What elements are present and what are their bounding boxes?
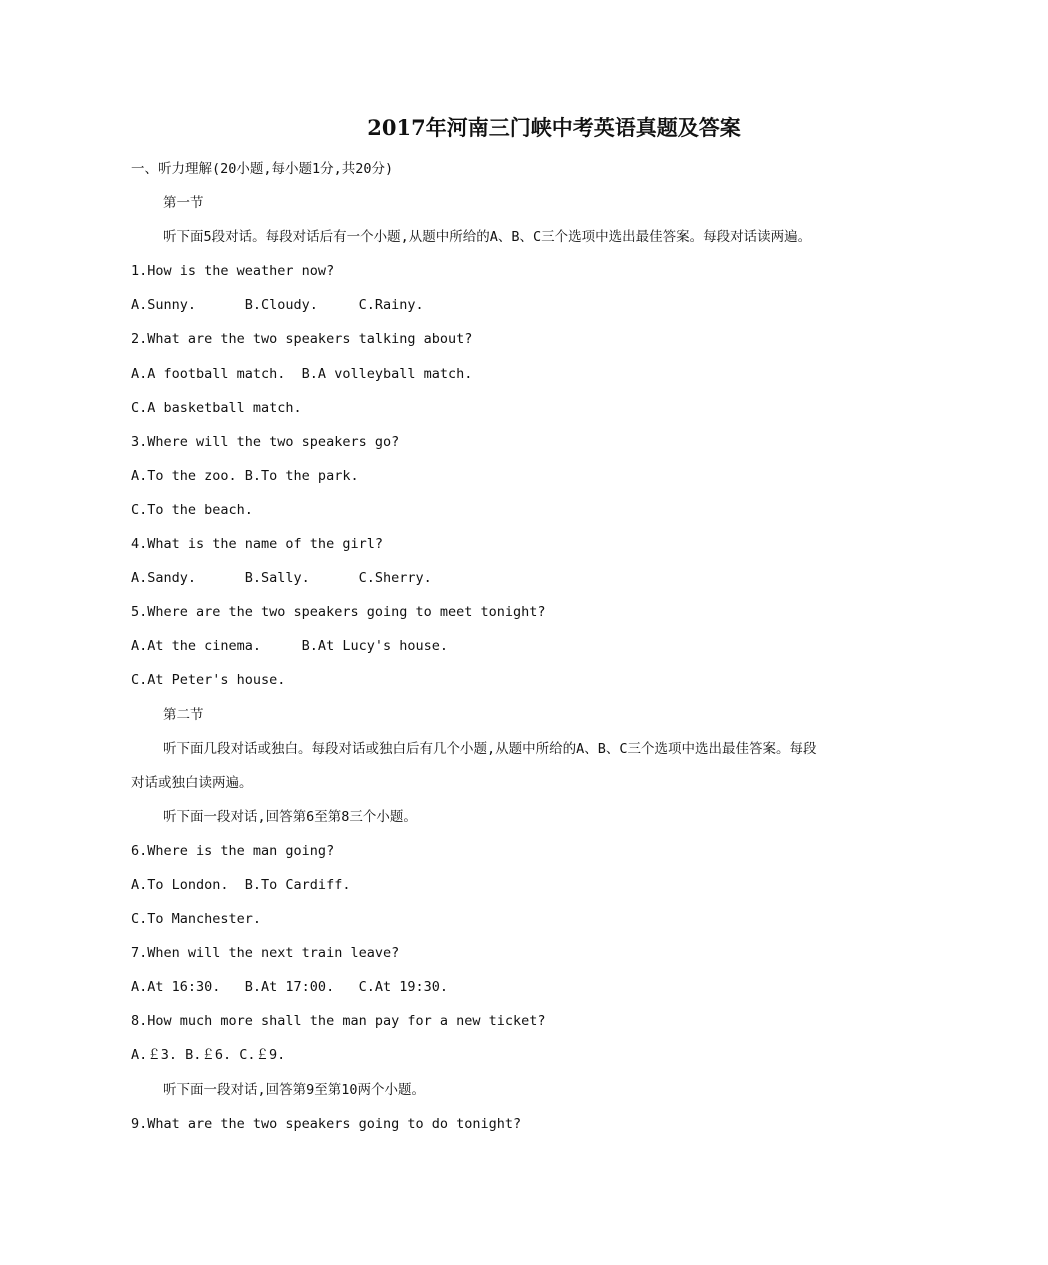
question-5-option-c: C.At Peter's house.: [131, 672, 286, 689]
question-5: 5.Where are the two speakers going to meet tonight?: [131, 604, 546, 621]
question-7: 7.When will the next train leave?: [131, 945, 400, 962]
instruction-text-continued: 对话或独白读两遍。: [131, 774, 253, 791]
question-1: 1.How is the weather now?: [131, 263, 335, 280]
question-4: 4.What is the name of the girl?: [131, 536, 383, 553]
question-6: 6.Where is the man going?: [131, 842, 335, 859]
section-heading: 一、听力理解(20小题,每小题1分,共20分): [131, 161, 394, 177]
instruction-text: 听下面几段对话或独白。每段对话或独白后有几个小题,从题中所给的A、B、C三个选项中选出最佳答案。每段: [163, 740, 817, 757]
question-5-options-ab: A.At the cinema. B.At Lucy's house.: [131, 638, 448, 655]
question-6-option-c: C.To Manchester.: [131, 911, 262, 928]
exam-content: [131, 152, 921, 1141]
question-9: 9.What are the two speakers going to do tonight?: [131, 1115, 522, 1132]
page-title: 2017年河南三门峡中考英语真题及答案: [367, 115, 741, 140]
question-3-option-c: C.To the beach.: [131, 501, 253, 518]
question-2-option-c: C.A basketball match.: [131, 399, 302, 416]
question-8: 8.How much more shall the man pay for a new ticket?: [131, 1013, 546, 1030]
question-1-options: A.Sunny. B.Cloudy. C.Rainy.: [131, 297, 424, 314]
question-8-options: A.￡3. B.￡6. C.￡9.: [131, 1047, 286, 1064]
dialogue-instruction: 听下面一段对话,回答第9至第10两个小题。: [163, 1081, 426, 1098]
question-2: 2.What are the two speakers talking about?: [131, 331, 473, 348]
subsection-heading: 第二节: [163, 706, 204, 723]
question-7-options: A.At 16:30. B.At 17:00. C.At 19:30.: [131, 979, 448, 996]
question-4-options: A.Sandy. B.Sally. C.Sherry.: [131, 570, 432, 587]
subsection-heading: 第一节: [163, 195, 204, 212]
question-3-options-ab: A.To the zoo. B.To the park.: [131, 467, 359, 484]
dialogue-instruction: 听下面一段对话,回答第6至第8三个小题。: [163, 808, 417, 825]
question-2-options-ab: A.A football match. B.A volleyball match.: [131, 365, 473, 382]
question-6-options-ab: A.To London. B.To Cardiff.: [131, 876, 351, 893]
question-3: 3.Where will the two speakers go?: [131, 433, 400, 450]
instruction-text: 听下面5段对话。每段对话后有一个小题,从题中所给的A、B、C三个选项中选出最佳答案。每段对话读两遍。: [163, 229, 812, 246]
